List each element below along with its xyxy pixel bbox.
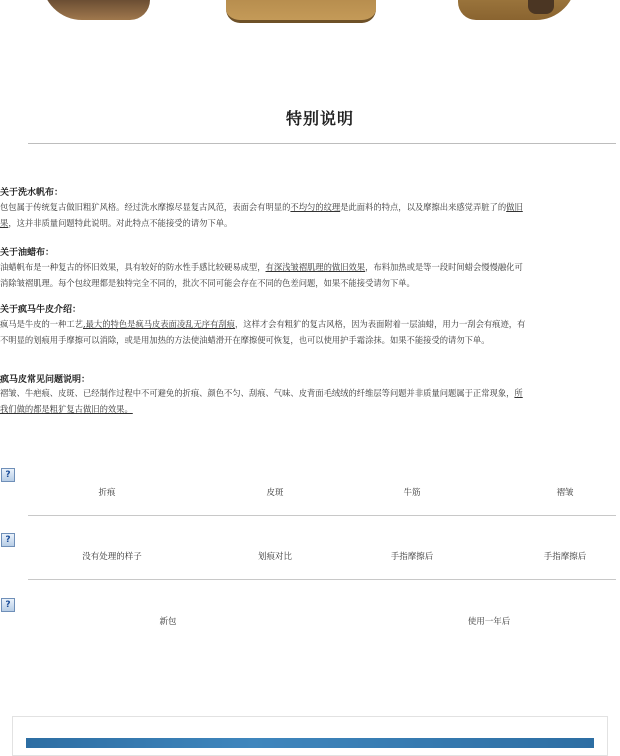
bag-photo-2	[226, 0, 376, 23]
image-caption: 手指摩擦后	[543, 552, 587, 562]
note-text: 不明显的划痕用手摩擦可以消除，或是用加热的方法使油蜡滑开在摩擦便可恢复，也可以使用护手霜涂抹。如果不能接受的请勿下单。	[0, 335, 490, 345]
section-title: 特别说明	[285, 109, 354, 128]
note-text: 疯马是牛皮的一种工艺	[0, 319, 83, 329]
product-photo-strip	[0, 0, 620, 24]
image-caption: 新包	[159, 617, 177, 627]
row-divider	[28, 579, 616, 580]
note-line	[0, 199, 523, 215]
note-line	[0, 259, 523, 275]
note-text: 消除皱褶肌理。每个包纹理都是独特完全不同的，批次不同可能会存在不同的色差问题，如果不能接受请勿下单。	[0, 278, 415, 288]
image-caption: 没有处理的样子	[82, 552, 142, 562]
image-caption: 褶皱	[556, 488, 574, 498]
image-caption: 手指摩擦后	[390, 552, 434, 562]
underlined-text: ,最大的特色是疯马皮表面凌乱无序有刮痕	[82, 319, 235, 329]
title-divider	[28, 143, 616, 144]
note-line	[0, 316, 525, 332]
image-caption: 皮斑	[266, 488, 284, 498]
note-line	[0, 275, 415, 291]
note-heading: 关于油蜡布：	[0, 248, 55, 258]
note-heading: 关于疯马牛皮介绍：	[0, 305, 82, 315]
row-divider	[28, 515, 616, 516]
note-text: ，布料加热或是等一段时间蜡会慢慢融化可	[365, 262, 523, 272]
note-text: 是此面料的特点，以及摩擦出来感觉弄脏了的	[340, 202, 507, 212]
underlined-text: 果	[0, 218, 9, 228]
note-heading: 关于洗水帆布：	[0, 188, 64, 198]
promo-image[interactable]	[26, 738, 594, 748]
note-line	[0, 401, 133, 417]
broken-image-icon[interactable]: ?	[1, 468, 15, 482]
underlined-text: 有深浅皱褶肌理的做旧效果	[265, 262, 366, 272]
image-caption: 牛筋	[403, 488, 421, 498]
image-caption: 划痕对比	[257, 552, 292, 562]
image-caption: 使用一年后	[467, 617, 511, 627]
note-heading: 疯马皮常见问题说明：	[0, 375, 91, 385]
bag-photo-3	[458, 0, 576, 20]
note-text: 油蜡帆布是一种复古的怀旧效果，具有较好的防水性手感比较硬易成型，	[0, 262, 266, 272]
note-line	[0, 215, 232, 231]
broken-image-icon[interactable]: ?	[1, 533, 15, 547]
underlined-text: 所	[514, 388, 523, 398]
note-line	[0, 332, 490, 348]
image-caption: 折痕	[98, 488, 116, 498]
broken-image-icon[interactable]: ?	[1, 598, 15, 612]
note-text: 褶皱、牛疤痕、皮斑、已经制作过程中不可避免的折痕、颜色不匀、刮痕、气味、皮背面毛绒绒的纤维层等问题并非质量问题属于正常现象，	[0, 388, 515, 398]
note-text: 包包属于传统复古做旧粗犷风格。经过洗水摩擦尽显复古风范，表面会有明显的	[0, 202, 291, 212]
bag-strap	[528, 0, 554, 14]
underlined-text: 我们做的都是粗犷复古做旧的效果。	[0, 404, 133, 414]
note-text: ，这样才会有粗犷的复古风格，因为表面附着一层油蜡，用力一刮会有痕迹，有	[234, 319, 526, 329]
bag-photo-1	[42, 0, 150, 20]
note-line	[0, 385, 523, 401]
underlined-text: 做旧	[506, 202, 523, 212]
underlined-text: 不均匀的纹理	[290, 202, 341, 212]
note-text: ，这并非质量问题特此说明。对此特点不能接受的请勿下单。	[8, 218, 233, 228]
promo-frame	[12, 716, 608, 756]
